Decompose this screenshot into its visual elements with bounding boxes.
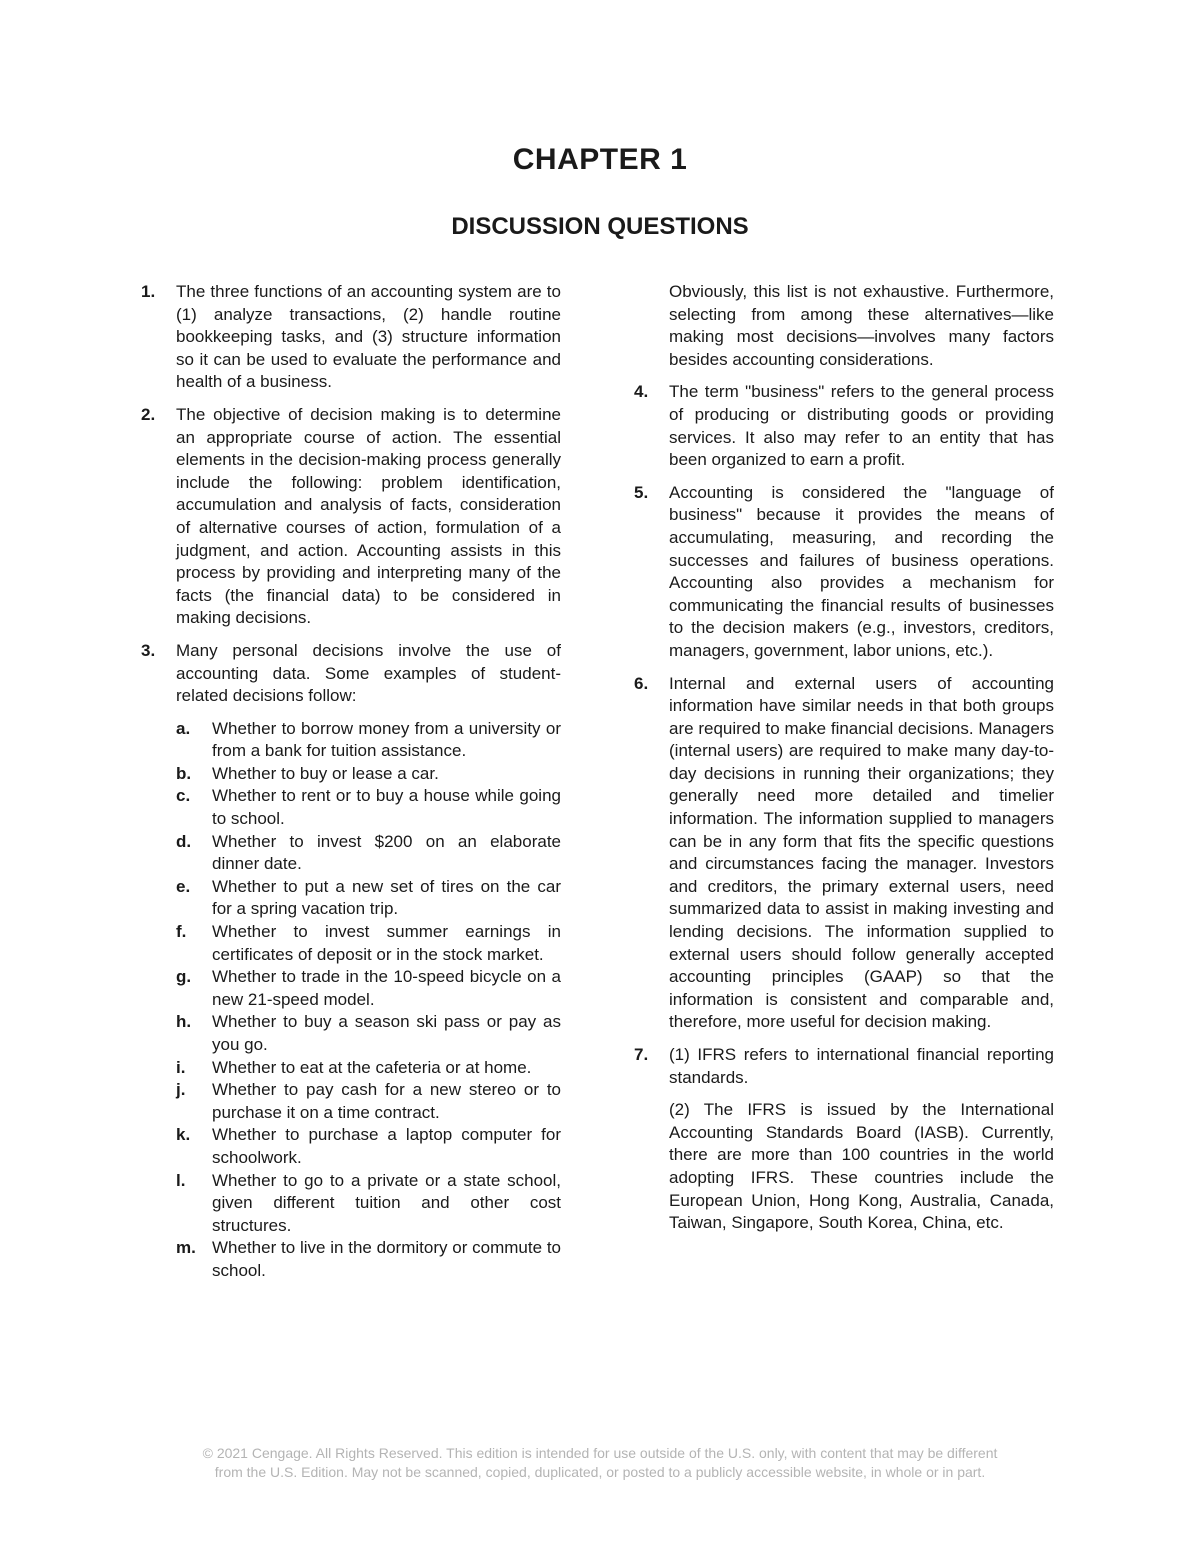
- question-number: 2.: [141, 404, 156, 424]
- question-text: The term "business" refers to the general process of producing or distributing goods or providing services. It also may refer to an entity that has been organized to earn a profit.: [669, 382, 1054, 470]
- item-letter: d.: [176, 831, 192, 851]
- question-3-continuation: Obviously, this list is not exhaustive. Furthermore, selecting from among these alternatives—like making most decisions—involves many factors besides accounting considerations.: [669, 282, 1054, 369]
- question-number: 5.: [634, 482, 649, 502]
- left-column: [141, 281, 561, 1293]
- item-letter: a.: [176, 718, 191, 738]
- item-text: Whether to eat at the cafeteria or at home.: [212, 1057, 532, 1077]
- question-2: [141, 404, 561, 630]
- item-text: Whether to pay cash for a new stereo or to purchase it on a time contract.: [212, 1080, 561, 1122]
- item-text: Whether to buy a season ski pass or pay as you go.: [212, 1012, 561, 1054]
- item-letter: f.: [176, 922, 187, 942]
- list-item: [176, 785, 561, 830]
- question-number: 3.: [141, 640, 156, 660]
- question-3: [141, 640, 561, 1283]
- chapter-title: CHAPTER 1: [512, 143, 688, 176]
- section-title: DISCUSSION QUESTIONS: [451, 213, 749, 240]
- question-number: 1.: [141, 282, 156, 301]
- list-item: [176, 1237, 561, 1282]
- footer-line-1: © 2021 Cengage. All Rights Reserved. This edition is intended for use outside of the U.S. only, with content that may be different: [202, 1445, 998, 1461]
- item-text: Whether to put a new set of tires on the car for a spring vacation trip.: [212, 876, 561, 919]
- sub-item-list: [176, 718, 561, 1283]
- question-number: 7.: [634, 1045, 649, 1064]
- item-text: Whether to buy or lease a car.: [212, 763, 439, 783]
- list-item: [176, 876, 561, 921]
- question-number: 4.: [634, 382, 649, 402]
- item-text: Whether to live in the dormitory or commute to school.: [212, 1238, 561, 1280]
- list-item: [176, 1124, 561, 1169]
- list-item: [176, 1079, 561, 1124]
- question-text: The objective of decision making is to determine an appropriate course of action. The essential elements in the decision-making process generally include the following: problem identification, accumulation and analysis of facts, consideration of alternative courses of action, formulation of a judgment, and action. Accounting assists in this process by providing and interpreting many of the facts (the financial data) to be considered in making decisions.: [176, 404, 561, 628]
- footer-line-2: from the U.S. Edition. May not be scanned, copied, duplicated, or posted to a publicly accessible website, in whole or in part.: [214, 1464, 986, 1480]
- list-item: [176, 1057, 561, 1080]
- list-item: [176, 763, 561, 786]
- question-4: [634, 381, 1054, 471]
- question-1: [141, 281, 561, 394]
- question-6: [634, 673, 1054, 1035]
- item-letter: m.: [176, 1238, 196, 1258]
- item-text: Whether to borrow money from a university or from a bank for tuition assistance.: [212, 718, 561, 761]
- list-item: [176, 966, 561, 1011]
- right-column: [634, 281, 1054, 1245]
- question-5: [634, 482, 1054, 663]
- item-letter: c.: [176, 786, 191, 806]
- item-text: Whether to invest summer earnings in certificates of deposit or in the stock market.: [212, 922, 561, 964]
- question-7-part-2: (2) The IFRS is issued by the International Accounting Standards Board (IASB). Currently, there are more than 100 countries in the world adopting IFRS. These countries include the European Union, Hong Kong, Australia, Canada, Taiwan, Singapore, South Korea, China, etc.: [669, 1100, 1054, 1233]
- item-letter: l.: [176, 1170, 186, 1190]
- list-item: [176, 921, 561, 966]
- question-text: Accounting is considered the "language of business" because it provides the means of accumulating, measuring, and recording the successes and failures of business operations. Accounting also provides a mechanism for communicating the financial results of businesses to the decision makers (e.g., investors, creditors, managers, government, labor unions, etc.).: [669, 482, 1054, 660]
- item-letter: i.: [176, 1057, 186, 1077]
- question-7: [634, 1044, 1054, 1089]
- item-letter: k.: [176, 1125, 191, 1145]
- item-text: Whether to invest $200 on an elaborate dinner date.: [212, 831, 561, 874]
- list-item: [176, 718, 561, 763]
- question-text: Many personal decisions involve the use of accounting data. Some examples of student-related decisions follow:: [176, 640, 561, 706]
- question-text: (1) IFRS refers to international financial reporting standards.: [669, 1045, 1054, 1087]
- item-letter: b.: [176, 763, 192, 783]
- item-text: Whether to rent or to buy a house while going to school.: [212, 786, 561, 829]
- question-text: The three functions of an accounting system are to (1) analyze transactions, (2) handle routine bookkeeping tasks, and (3) structure information so it can be used to evaluate the performance and health of a business.: [176, 282, 561, 392]
- item-text: Whether to trade in the 10-speed bicycle on a new 21-speed model.: [212, 967, 561, 1009]
- item-letter: g.: [176, 967, 192, 987]
- question-text: Internal and external users of accounting information have similar needs in that both groups are required to make financial decisions. Managers (internal users) are required to make many day-to-day decisions in running their organizations; they generally need more detailed and timelier information. The information supplied to managers can be in any form that fits the specific questions and circumstances facing the manager. Investors and creditors, the primary external users, need summarized data to assist in making investing and lending decisions. The information supplied to external users should follow generally accepted accounting principles (GAAP) so that the information is consistent and comparable and, therefore, more useful for decision making.: [669, 673, 1054, 1032]
- copyright-footer: [0, 1444, 1200, 1482]
- item-text: Whether to go to a private or a state school, given different tuition and other cost structures.: [212, 1170, 561, 1235]
- list-item: [176, 1011, 561, 1056]
- item-letter: j.: [176, 1080, 186, 1100]
- item-text: Whether to purchase a laptop computer for schoolwork.: [212, 1125, 561, 1167]
- list-item: [176, 831, 561, 876]
- question-number: 6.: [634, 673, 649, 693]
- item-letter: h.: [176, 1012, 192, 1032]
- item-letter: e.: [176, 876, 191, 896]
- list-item: [176, 1170, 561, 1238]
